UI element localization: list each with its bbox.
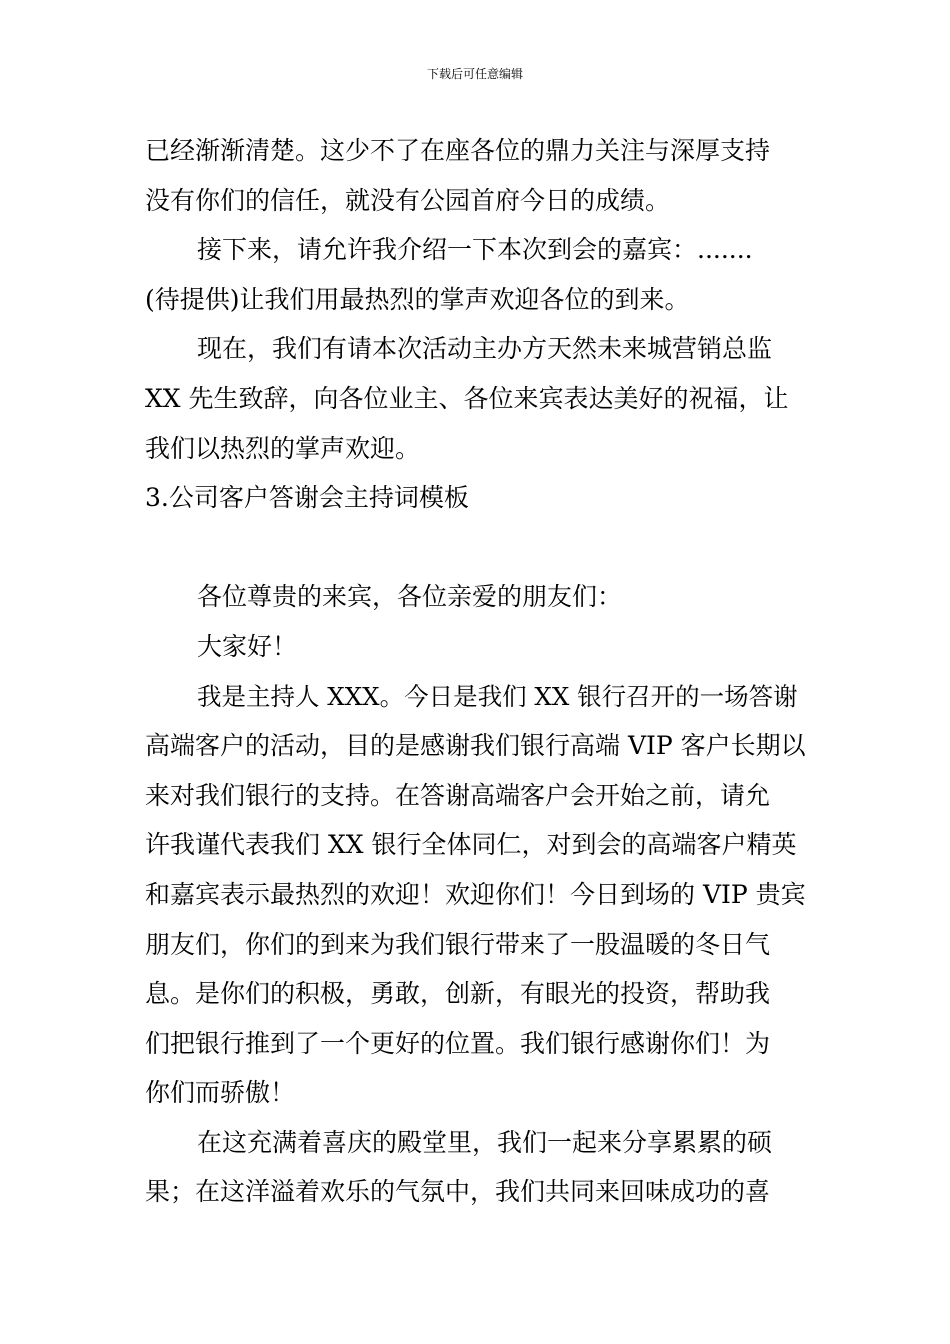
text-line: 朋友们，你们的到来为我们银行带来了一股温暖的冬日气 [145,929,771,959]
section-heading: 3.公司客户答谢会主持词模板 [145,483,469,513]
text-line: 许我谨代表我们 XX 银行全体同仁，对到会的高端客户精英 [145,830,797,860]
page-header-note: 下载后可任意编辑 [426,67,523,81]
text-line: 没有你们的信任，就没有公园首府今日的成绩。 [145,185,671,215]
text-line: 来对我们银行的支持。在答谢高端客户会开始之前，请允 [145,780,771,810]
text-line: 在这充满着喜庆的殿堂里，我们一起来分享累累的硕 [197,1127,773,1157]
text-line: 现在，我们有请本次活动主办方天然未来城营销总监 [197,334,773,364]
text-line: 我是主持人 XXX。今日是我们 XX 银行召开的一场答谢 [197,681,798,711]
text-line: 息。是你们的积极，勇敢，创新，有眼光的投资，帮助我 [145,979,771,1009]
text-line: 大家好！ [197,631,298,661]
text-line: XX 先生致辞，向各位业主、各位来宾表达美好的祝福，让 [145,383,789,413]
text-line: 我们以热烈的掌声欢迎。 [145,433,421,463]
text-line: 已经渐渐清楚。这少不了在座各位的鼎力关注与深厚支持 [145,136,771,165]
text-line: 各位尊贵的来宾，各位亲爱的朋友们： [197,582,623,612]
document-body [145,126,807,1217]
blank-line [145,523,807,573]
text-line: 果；在这洋溢着欢乐的气氛中，我们共同来回味成功的喜 [145,1177,771,1207]
text-line: 你们而骄傲！ [145,1078,296,1108]
text-line: 接下来，请允许我介绍一下本次到会的嘉宾：....... [197,235,753,265]
text-line: 们把银行推到了一个更好的位置。我们银行感谢你们！为 [145,1028,771,1058]
text-line: 高端客户的活动，目的是感谢我们银行高端 VIP 客户长期以 [145,731,806,761]
text-line: 和嘉宾表示最热烈的欢迎！欢迎你们！今日到场的 VIP 贵宾 [145,879,806,909]
text-line: (待提供)让我们用最热烈的掌声欢迎各位的到来。 [145,284,690,314]
